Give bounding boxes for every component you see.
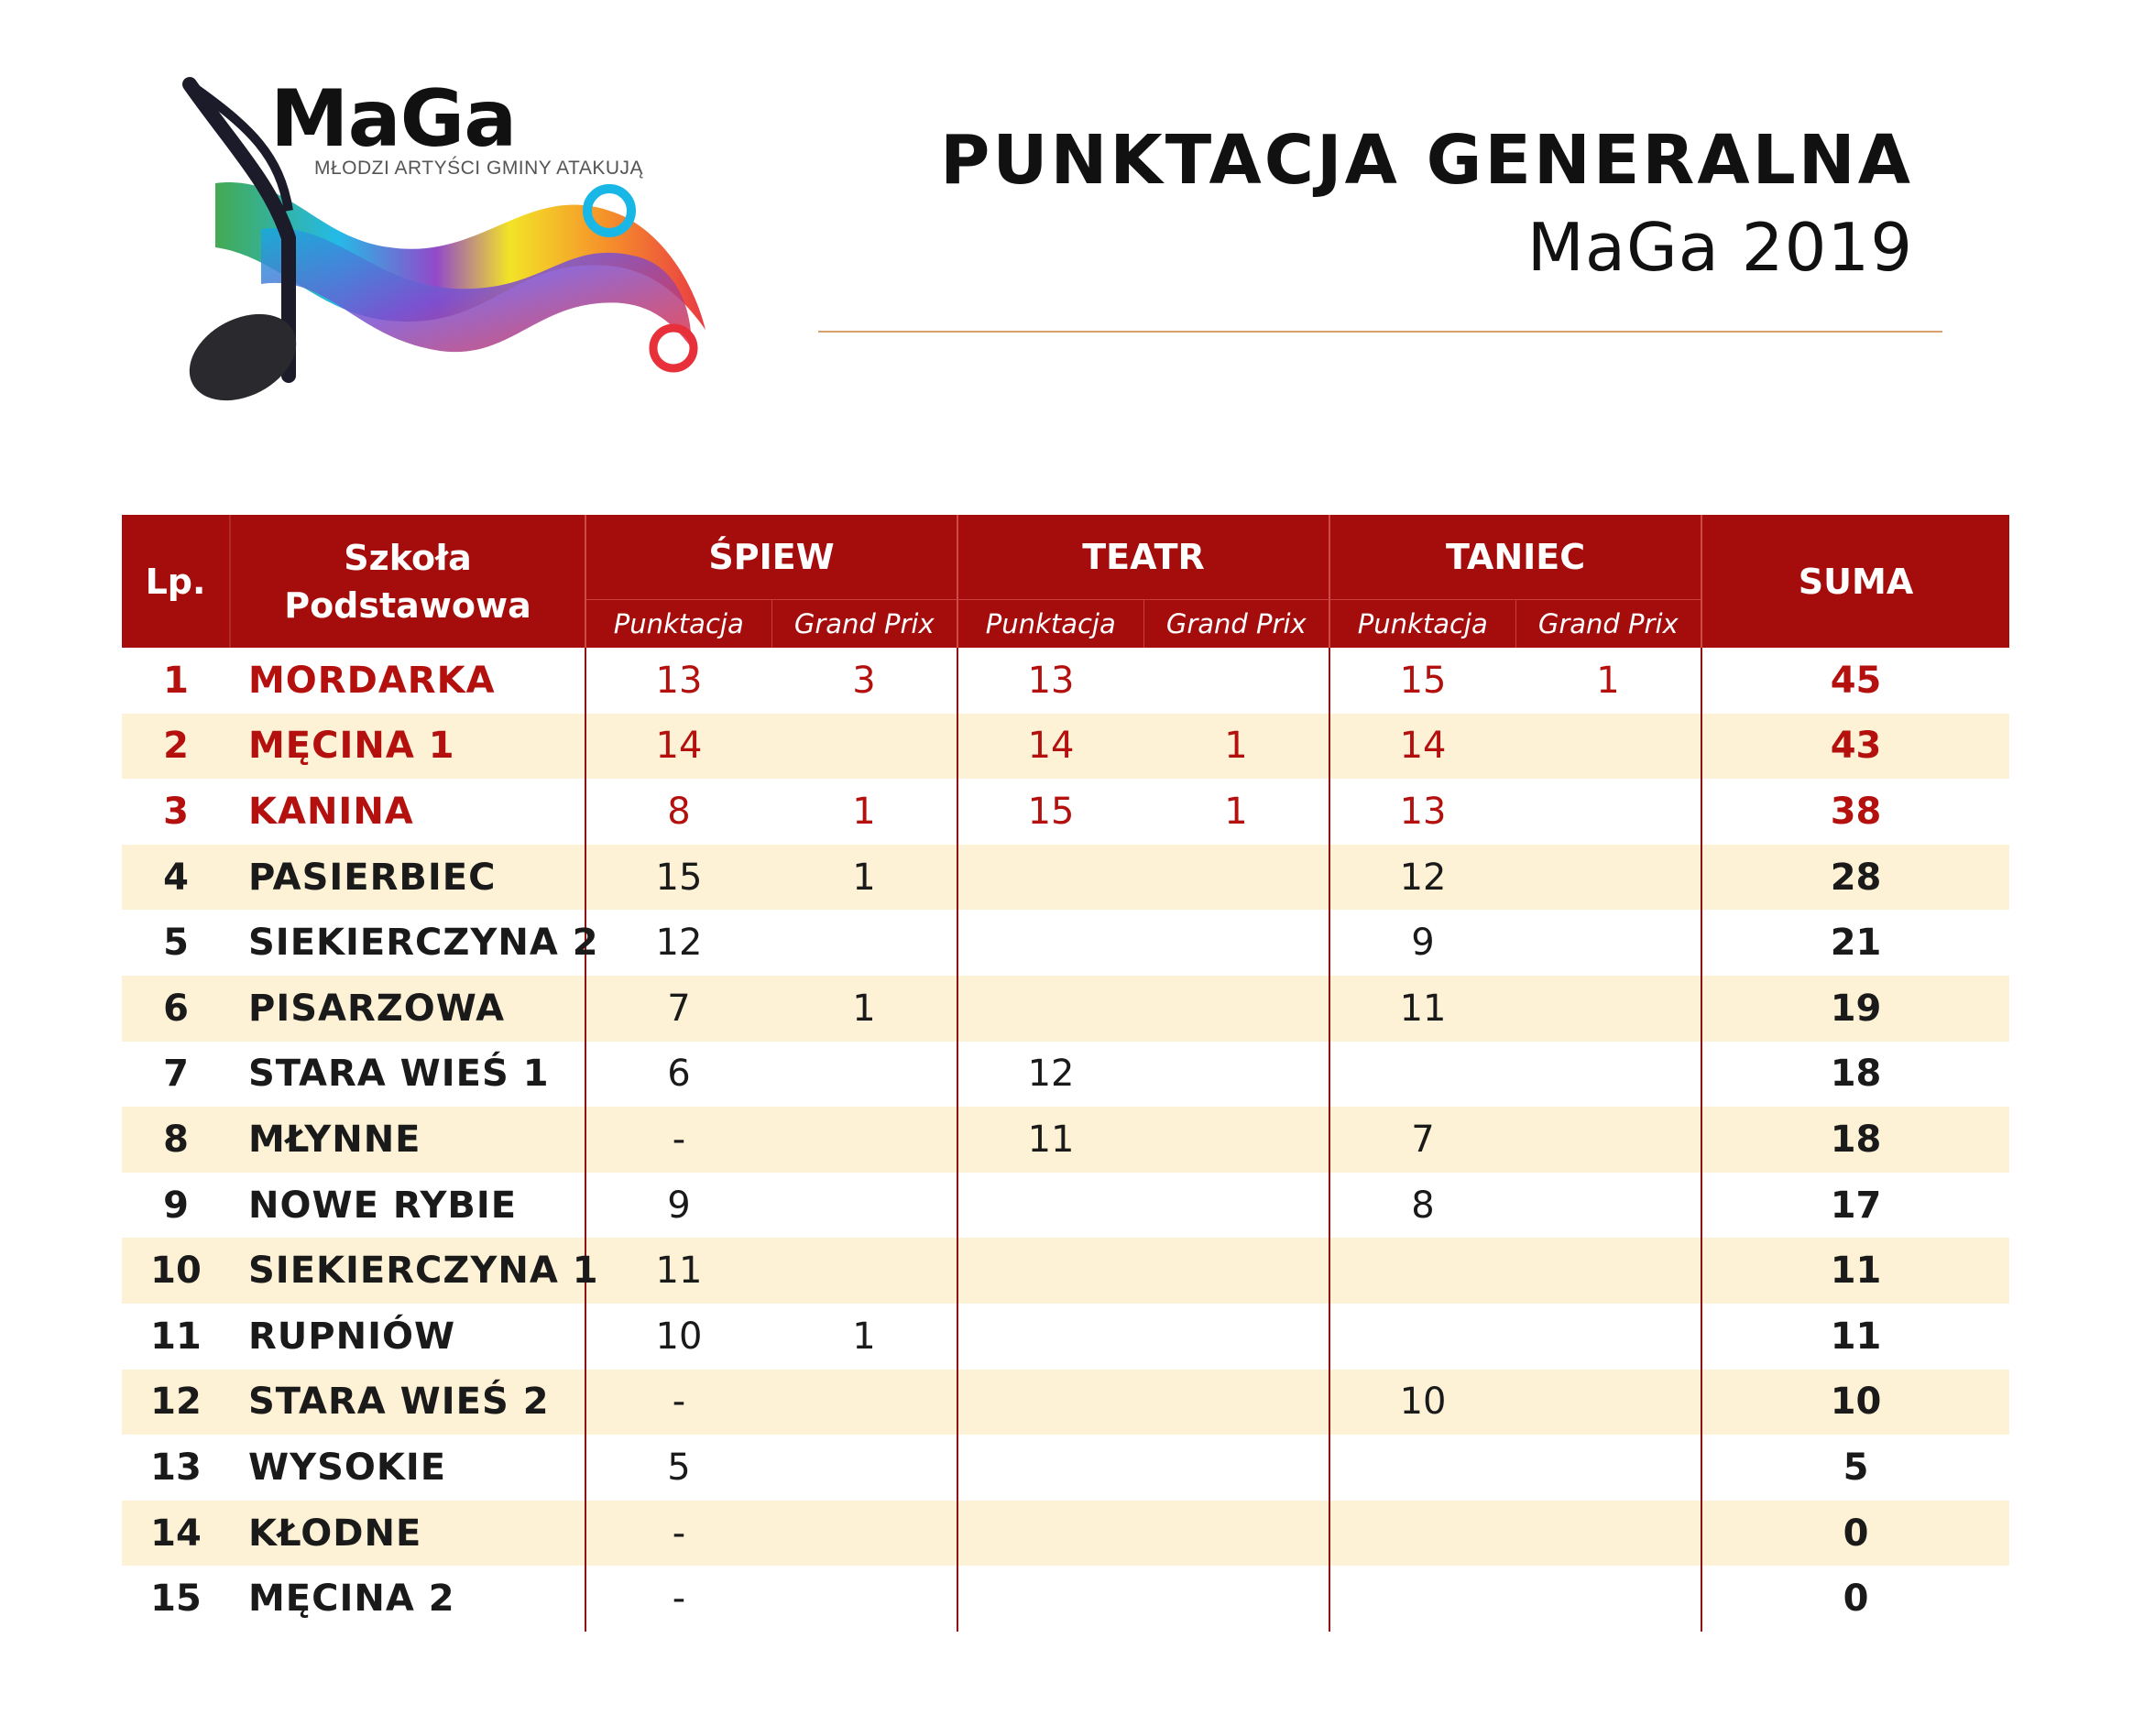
cell-taniec-punktacja	[1329, 1304, 1515, 1370]
cell-teatr-punktacja: 12	[957, 1042, 1143, 1108]
cell-suma: 18	[1701, 1107, 2009, 1173]
cell-spiew-punktacja: 5	[585, 1435, 771, 1501]
header-teatr: TEATR	[957, 515, 1329, 600]
table-row	[122, 1238, 2009, 1304]
cell-suma: 21	[1701, 910, 2009, 976]
cell-taniec-punktacja: 10	[1329, 1370, 1515, 1436]
cell-lp: 1	[122, 648, 230, 714]
cell-spiew-grand-prix	[771, 1173, 957, 1239]
cell-school: SIEKIERCZYNA 2	[230, 910, 585, 976]
cell-spiew-punktacja: 9	[585, 1173, 771, 1239]
cell-suma: 38	[1701, 779, 2009, 845]
cell-lp: 2	[122, 714, 230, 780]
cell-spiew-grand-prix	[771, 1238, 957, 1304]
cell-spiew-grand-prix: 1	[771, 1304, 957, 1370]
cell-lp: 13	[122, 1435, 230, 1501]
cell-taniec-punktacja	[1329, 1501, 1515, 1567]
cell-spiew-grand-prix	[771, 1566, 957, 1632]
cell-suma: 19	[1701, 976, 2009, 1042]
header-spiew-grand-prix: Grand Prix	[771, 600, 957, 649]
cell-teatr-grand-prix	[1143, 1107, 1329, 1173]
cell-teatr-grand-prix	[1143, 1435, 1329, 1501]
cell-taniec-grand-prix	[1515, 845, 1701, 911]
page-title: PUNKTACJA GENERALNA	[940, 121, 1913, 200]
cell-taniec-grand-prix	[1515, 1566, 1701, 1632]
cell-lp: 12	[122, 1370, 230, 1436]
table-row	[122, 1173, 2009, 1239]
cell-taniec-punktacja: 8	[1329, 1173, 1515, 1239]
table-row	[122, 779, 2009, 845]
cell-school: MĘCINA 1	[230, 714, 585, 780]
cell-suma: 5	[1701, 1435, 2009, 1501]
cell-teatr-punktacja	[957, 1173, 1143, 1239]
table-row	[122, 1566, 2009, 1632]
cell-taniec-punktacja: 15	[1329, 648, 1515, 714]
cell-lp: 11	[122, 1304, 230, 1370]
table-row	[122, 1304, 2009, 1370]
cell-school: STARA WIEŚ 1	[230, 1042, 585, 1108]
cell-school: KŁODNE	[230, 1501, 585, 1567]
cell-spiew-punktacja: -	[585, 1107, 771, 1173]
cell-teatr-punktacja	[957, 976, 1143, 1042]
cell-taniec-grand-prix	[1515, 1238, 1701, 1304]
table-row	[122, 845, 2009, 911]
cell-school: MORDARKA	[230, 648, 585, 714]
header-spiew-punktacja: Punktacja	[585, 600, 771, 649]
cell-spiew-punktacja: -	[585, 1370, 771, 1436]
cell-teatr-grand-prix	[1143, 1304, 1329, 1370]
header-lp: Lp.	[122, 515, 230, 648]
cell-spiew-grand-prix	[771, 1107, 957, 1173]
cell-teatr-grand-prix	[1143, 845, 1329, 911]
cell-taniec-grand-prix	[1515, 1173, 1701, 1239]
header-taniec: TANIEC	[1329, 515, 1701, 600]
cell-lp: 5	[122, 910, 230, 976]
cell-spiew-punktacja: 10	[585, 1304, 771, 1370]
cell-suma: 45	[1701, 648, 2009, 714]
cell-taniec-grand-prix	[1515, 1042, 1701, 1108]
cell-lp: 14	[122, 1501, 230, 1567]
cell-taniec-punktacja	[1329, 1238, 1515, 1304]
cell-taniec-punktacja	[1329, 1435, 1515, 1501]
cell-teatr-punktacja	[957, 1370, 1143, 1436]
header-teatr-punktacja: Punktacja	[957, 600, 1143, 649]
cell-teatr-punktacja	[957, 1238, 1143, 1304]
cell-spiew-punktacja: 12	[585, 910, 771, 976]
cell-spiew-grand-prix	[771, 1501, 957, 1567]
cell-spiew-grand-prix	[771, 1042, 957, 1108]
cell-lp: 15	[122, 1566, 230, 1632]
cell-taniec-punktacja: 11	[1329, 976, 1515, 1042]
table-row	[122, 1435, 2009, 1501]
cell-spiew-grand-prix	[771, 1435, 957, 1501]
cell-school: PASIERBIEC	[230, 845, 585, 911]
cell-taniec-grand-prix	[1515, 1107, 1701, 1173]
cell-teatr-punktacja: 15	[957, 779, 1143, 845]
cell-school: SIEKIERCZYNA 1	[230, 1238, 585, 1304]
cell-teatr-punktacja	[957, 845, 1143, 911]
logo-tagline: MŁODZI ARTYŚCI GMINY ATAKUJĄ	[314, 158, 644, 179]
cell-taniec-grand-prix	[1515, 1501, 1701, 1567]
cell-teatr-grand-prix	[1143, 1566, 1329, 1632]
cell-teatr-grand-prix: 1	[1143, 714, 1329, 780]
cell-taniec-punktacja: 13	[1329, 779, 1515, 845]
cell-school: MŁYNNE	[230, 1107, 585, 1173]
table-row	[122, 1501, 2009, 1567]
cell-teatr-punktacja	[957, 1304, 1143, 1370]
cell-taniec-grand-prix	[1515, 1304, 1701, 1370]
cell-taniec-grand-prix	[1515, 1370, 1701, 1436]
table-row	[122, 714, 2009, 780]
table-body	[122, 648, 2009, 1632]
cell-teatr-punktacja: 13	[957, 648, 1143, 714]
table-row	[122, 1370, 2009, 1436]
cell-spiew-grand-prix	[771, 714, 957, 780]
cell-teatr-punktacja	[957, 1435, 1143, 1501]
cell-school: NOWE RYBIE	[230, 1173, 585, 1239]
cell-lp: 9	[122, 1173, 230, 1239]
cell-teatr-grand-prix	[1143, 1238, 1329, 1304]
cell-teatr-grand-prix	[1143, 1501, 1329, 1567]
cell-suma: 43	[1701, 714, 2009, 780]
cell-suma: 0	[1701, 1566, 2009, 1632]
cell-spiew-punktacja: 7	[585, 976, 771, 1042]
cell-suma: 11	[1701, 1238, 2009, 1304]
cell-spiew-punktacja: 8	[585, 779, 771, 845]
cell-taniec-punktacja: 7	[1329, 1107, 1515, 1173]
cell-spiew-punktacja: 11	[585, 1238, 771, 1304]
header-teatr-grand-prix: Grand Prix	[1143, 600, 1329, 649]
cell-taniec-grand-prix	[1515, 779, 1701, 845]
cell-taniec-grand-prix: 1	[1515, 648, 1701, 714]
cell-lp: 8	[122, 1107, 230, 1173]
cell-school: KANINA	[230, 779, 585, 845]
table-row	[122, 648, 2009, 714]
page-subtitle: MaGa 2019	[1526, 209, 1913, 286]
table-row	[122, 1042, 2009, 1108]
cell-suma: 10	[1701, 1370, 2009, 1436]
cell-taniec-grand-prix	[1515, 976, 1701, 1042]
cell-spiew-punktacja: -	[585, 1566, 771, 1632]
cell-taniec-punktacja	[1329, 1566, 1515, 1632]
cell-spiew-punktacja: 15	[585, 845, 771, 911]
cell-spiew-punktacja: 13	[585, 648, 771, 714]
cell-spiew-punktacja: -	[585, 1501, 771, 1567]
cell-teatr-grand-prix	[1143, 976, 1329, 1042]
cell-lp: 7	[122, 1042, 230, 1108]
cell-teatr-grand-prix: 1	[1143, 779, 1329, 845]
cell-suma: 0	[1701, 1501, 2009, 1567]
cell-suma: 17	[1701, 1173, 2009, 1239]
cell-school: WYSOKIE	[230, 1435, 585, 1501]
cell-taniec-grand-prix	[1515, 1435, 1701, 1501]
cell-school: RUPNIÓW	[230, 1304, 585, 1370]
cell-spiew-grand-prix: 3	[771, 648, 957, 714]
cell-teatr-grand-prix	[1143, 1370, 1329, 1436]
cell-spiew-grand-prix	[771, 1370, 957, 1436]
cell-lp: 3	[122, 779, 230, 845]
table-row	[122, 910, 2009, 976]
maga-logo	[179, 73, 728, 412]
cell-teatr-grand-prix	[1143, 1173, 1329, 1239]
cell-suma: 18	[1701, 1042, 2009, 1108]
logo-title: MaGa	[270, 73, 517, 165]
cell-taniec-punktacja: 14	[1329, 714, 1515, 780]
header-taniec-punktacja: Punktacja	[1329, 600, 1515, 649]
cell-spiew-grand-prix: 1	[771, 845, 957, 911]
cell-teatr-grand-prix	[1143, 648, 1329, 714]
cell-taniec-grand-prix	[1515, 714, 1701, 780]
cell-taniec-grand-prix	[1515, 910, 1701, 976]
cell-teatr-punktacja: 14	[957, 714, 1143, 780]
header-spiew: ŚPIEW	[585, 515, 957, 600]
header-suma: SUMA	[1701, 515, 2009, 648]
cell-teatr-punktacja	[957, 1566, 1143, 1632]
cell-school: PISARZOWA	[230, 976, 585, 1042]
cell-suma: 28	[1701, 845, 2009, 911]
header-taniec-grand-prix: Grand Prix	[1515, 600, 1701, 649]
header-school: Szkoła Podstawowa	[230, 515, 585, 648]
table-row	[122, 1107, 2009, 1173]
cell-spiew-grand-prix: 1	[771, 779, 957, 845]
cell-taniec-punktacja: 12	[1329, 845, 1515, 911]
cell-lp: 10	[122, 1238, 230, 1304]
cell-teatr-punktacja: 11	[957, 1107, 1143, 1173]
cell-lp: 6	[122, 976, 230, 1042]
cell-spiew-grand-prix: 1	[771, 976, 957, 1042]
cell-taniec-punktacja	[1329, 1042, 1515, 1108]
cell-lp: 4	[122, 845, 230, 911]
cell-spiew-grand-prix	[771, 910, 957, 976]
cell-teatr-grand-prix	[1143, 1042, 1329, 1108]
cell-spiew-punktacja: 14	[585, 714, 771, 780]
results-table	[122, 515, 2009, 1632]
cell-teatr-punktacja	[957, 910, 1143, 976]
cell-suma: 11	[1701, 1304, 2009, 1370]
header-divider	[818, 331, 1942, 333]
cell-school: STARA WIEŚ 2	[230, 1370, 585, 1436]
cell-teatr-punktacja	[957, 1501, 1143, 1567]
cell-teatr-grand-prix	[1143, 910, 1329, 976]
cell-spiew-punktacja: 6	[585, 1042, 771, 1108]
table-header	[122, 515, 2009, 648]
table-row	[122, 976, 2009, 1042]
cell-taniec-punktacja: 9	[1329, 910, 1515, 976]
cell-school: MĘCINA 2	[230, 1566, 585, 1632]
